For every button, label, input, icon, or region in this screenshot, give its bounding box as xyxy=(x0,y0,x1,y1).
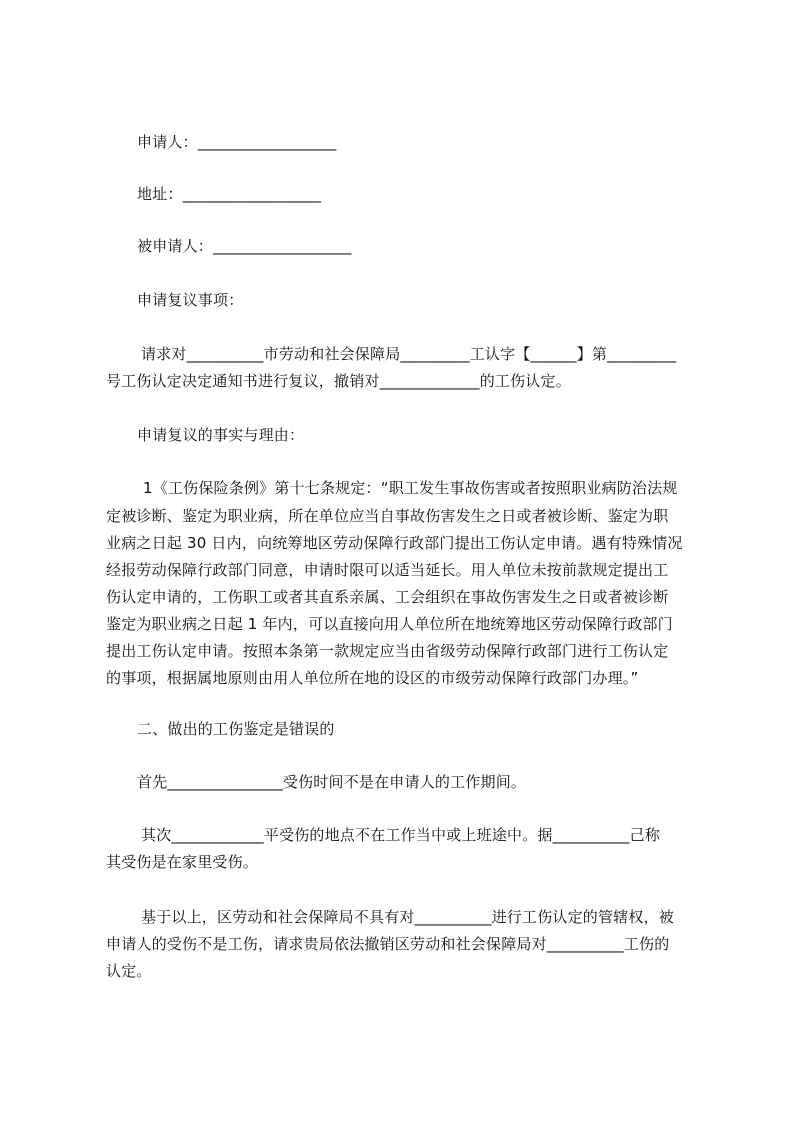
conclusion-line-1: 基于以上，区劳动和社会保障局不具有对__________进行工伤认定的管辖权，被 xyxy=(141,908,675,926)
facts-line-5: 伤认定申请的，工伤职工或者其直系亲属、工会组织在事故伤害发生之日或者被诊断 xyxy=(106,588,669,606)
applicant-line: 申请人：__________________ xyxy=(137,133,337,151)
conclusion-line-2: 申请人的受伤不是工伤，请求贵局依法撤销区劳动和社会保障局对__________工伤的 xyxy=(106,935,670,953)
first-point-line: 首先_______________受伤时间不是在申请人的工作期间。 xyxy=(137,773,527,791)
facts-line-2: 定被诊断、鉴定为职业病，所在单位应当自事故伤害发生之日或者被诊断、鉴定为职 xyxy=(106,507,669,525)
conclusion-line-3: 认定。 xyxy=(106,962,152,980)
address-line: 地址：__________________ xyxy=(137,185,322,203)
facts-line-1: 1《工伤保险条例》第十七条规定：“职工发生事故伤害或者按照职业病防治法规 xyxy=(143,479,678,497)
review-text-line-2: 号工伤认定决定通知书进行复议，撤销对_____________的工伤认定。 xyxy=(106,372,571,390)
facts-line-7: 提出工伤认定申请。按照本条第一款规定应当由省级劳动保障行政部门进行工伤认定 xyxy=(106,642,669,660)
respondent-line: 被申请人：__________________ xyxy=(137,237,352,255)
section-two-heading: 二、做出的工伤鉴定是错误的 xyxy=(137,720,335,738)
facts-line-8: 的事项，根据属地原则由用人单位所在地的设区的市级劳动保障行政部门办理。” xyxy=(106,669,639,687)
review-text-line-1: 请求对__________市劳动和社会保障局_________工认字【______】第_________ xyxy=(141,345,677,363)
facts-line-4: 经报劳动保障行政部门同意，申请时限可以适当延长。用人单位未按前款规定提出工 xyxy=(106,561,669,579)
review-heading: 申请复议事项： xyxy=(137,291,244,309)
facts-heading: 申请复议的事实与理由： xyxy=(137,426,305,444)
second-point-line-1: 其次____________平受伤的地点不在工作当中或上班途中。据__________己称 xyxy=(141,826,661,844)
second-point-line-2: 其受伤是在家里受伤。 xyxy=(106,853,259,871)
facts-line-6: 鉴定为职业病之日起 1 年内，可以直接向用人单位所在地统筹地区劳动保障行政部门 xyxy=(106,615,673,633)
facts-line-3: 业病之日起 30 日内，向统筹地区劳动保障行政部门提出工伤认定申请。遇有特殊情况 xyxy=(106,534,683,552)
